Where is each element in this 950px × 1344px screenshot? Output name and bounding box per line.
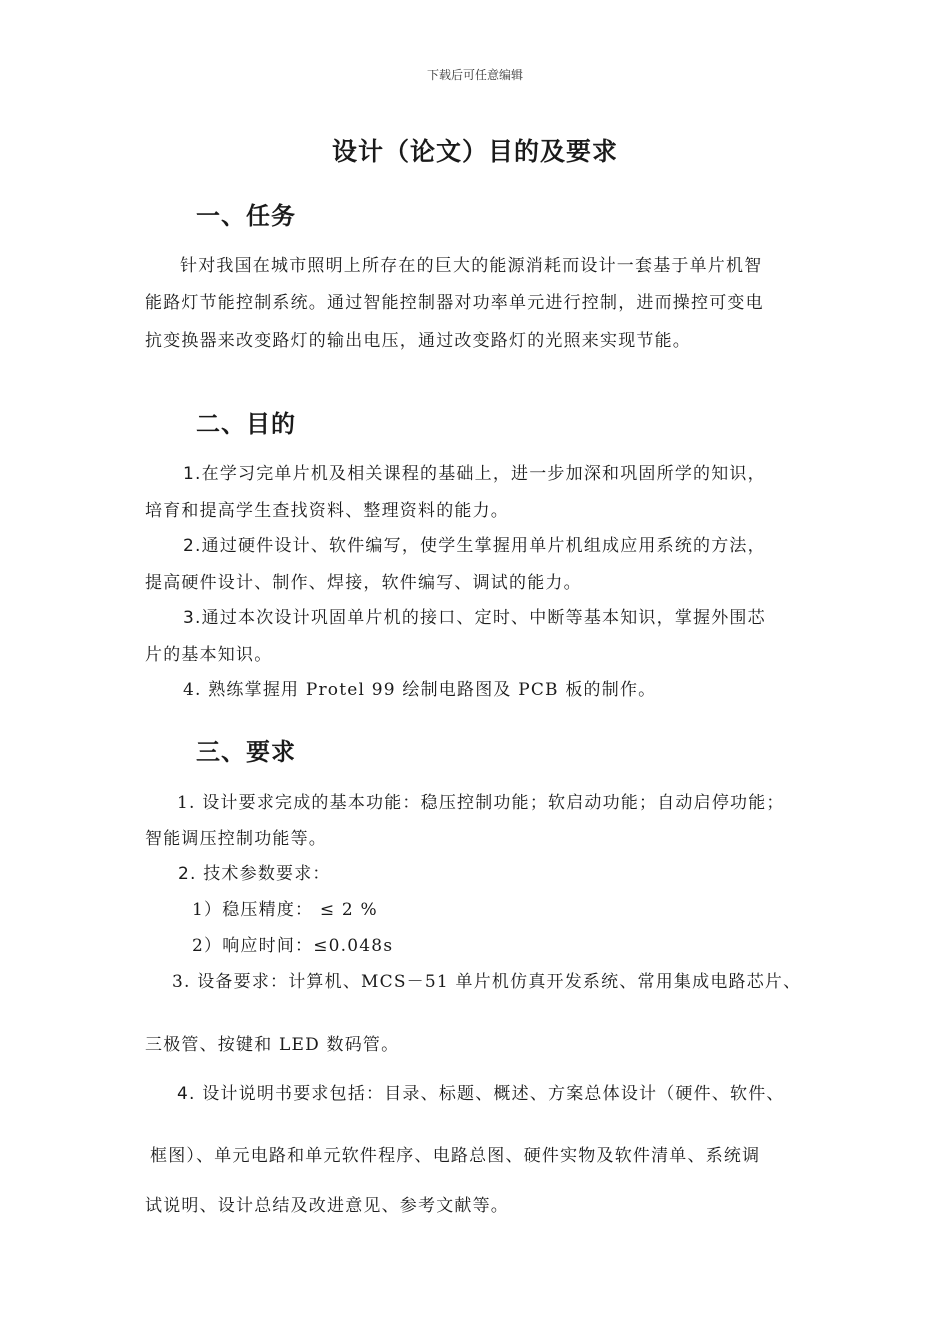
req-4-text: 设计说明书要求包括：目录、标题、概述、方案总体设计（硬件、软件、 (195, 1084, 785, 1104)
req-2 (178, 859, 331, 884)
req-4-line-2: 框图）、单元电路和单元软件程序、电路总图、硬件实物及软件清单、系统调 (150, 1146, 761, 1166)
section-heading-purpose: 二、目的 (196, 409, 296, 438)
req-3-line-2: 三极管、按键和 LED 数码管。 (145, 1035, 400, 1055)
section-heading-requirements: 三、要求 (196, 737, 296, 766)
req-1-line-2: 智能调压控制功能等。 (145, 829, 327, 849)
page-header: 下载后可任意编辑 (426, 68, 523, 82)
req-2-num: 2. (178, 864, 197, 884)
purpose-item-3 (183, 603, 766, 628)
section-heading-task: 一、任务 (196, 201, 296, 230)
req-4-line-1 (177, 1079, 785, 1104)
task-line-2: 能路灯节能控制系统。通过智能控制器对功率单元进行控制，进而操控可变电 (145, 293, 764, 313)
purpose-item-2-num: 2. (183, 536, 202, 556)
purpose-item-4 (183, 675, 656, 700)
purpose-item-2-text: 通过硬件设计、软件编写，使学生掌握用单片机组成应用系统的方法， (201, 536, 766, 556)
purpose-item-2-cont: 提高硬件设计、制作、焊接，软件编写、调试的能力。 (145, 573, 582, 593)
purpose-item-2 (183, 531, 766, 556)
purpose-item-1 (183, 459, 766, 484)
req-4-num: 4. (177, 1084, 196, 1104)
req-2-sub-2: 2）响应时间：≤0.048s (192, 936, 394, 956)
purpose-item-3-text: 通过本次设计巩固单片机的接口、定时、中断等基本知识，掌握外围芯 (201, 608, 766, 628)
req-2-sub-1: 1）稳压精度： ≤ 2 % (192, 900, 378, 920)
purpose-item-4-num: 4. (183, 680, 202, 700)
req-3-line-1: 3. 设备要求：计算机、MCS－51 单片机仿真开发系统、常用集成电路芯片、 (172, 972, 802, 992)
purpose-item-1-cont: 培育和提高学生查找资料、整理资料的能力。 (145, 501, 509, 521)
task-line-1: 针对我国在城市照明上所存在的巨大的能源消耗而设计一套基于单片机智 (180, 256, 763, 276)
purpose-item-1-num: 1. (183, 464, 202, 484)
purpose-item-3-cont: 片的基本知识。 (145, 645, 273, 665)
task-line-3: 抗变换器来改变路灯的输出电压，通过改变路灯的光照来实现节能。 (145, 331, 691, 351)
purpose-item-1-text: 在学习完单片机及相关课程的基础上，进一步加深和巩固所学的知识， (201, 464, 766, 484)
purpose-item-4-text: 熟练掌握用 Protel 99 绘制电路图及 PCB 板的制作。 (208, 680, 657, 700)
purpose-item-3-num: 3. (183, 608, 202, 628)
document-title: 设计（论文）目的及要求 (331, 137, 618, 166)
req-2-text: 技术参数要求： (196, 864, 331, 884)
req-1-line-1: 1. 设计要求完成的基本功能：稳压控制功能；软启动功能；自动启停功能； (177, 793, 785, 813)
req-4-line-3: 试说明、设计总结及改进意见、参考文献等。 (145, 1196, 509, 1216)
